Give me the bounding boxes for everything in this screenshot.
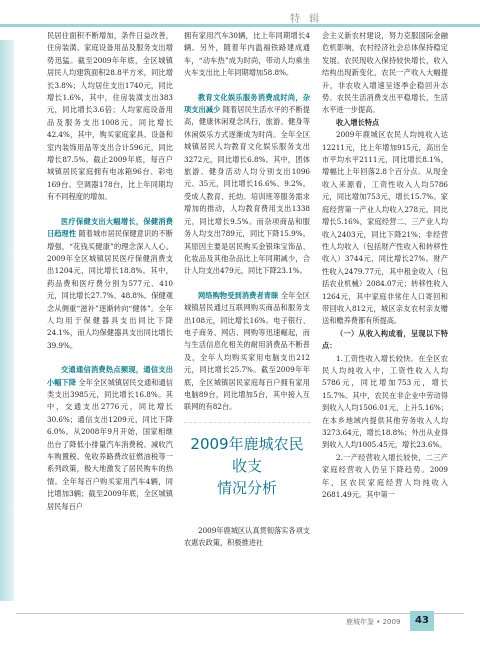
paragraph-body: 全年全区城镇居民通过互联网购买商品和服务支出108元，同比增长16%。电子银行、电子商务、网店、网购等迅速崛起，而与生活信息化相关的耐用消费品不断普及，全年人均购买家用电脑支出212元，同比增长25.7%。截至2009年年底，全区城镇居民家庭每百户拥有家用电脑89台，同比增加5台，其中接入互联网的有82台。 <box>184 290 310 412</box>
paragraph: 民居住面积不断增加，条件日益改善，住房装潢、家庭设备用品及服务支出增势迅猛。截至2009年年底，全区城镇居民人均建筑面积28.8平方米，同比增长3.8%；人均居住支出1740元，同比增长1.6%，其中，住房装潢支出383元，同比增长3.6倍；人均家庭设备用品及服务支出1008元，同比增长42.4%，其中，购买家庭家具、设备和室内装饰用品等支出合计596元，同比增长87.5%。截止2009年底，每百户城镇居民家庭拥有电冰箱96台、彩电169台、空调器178台，比上年同期均有不同程度的增加。 <box>47 31 173 202</box>
paragraph-transport <box>47 364 173 513</box>
topic-heading: 交通通信消费热点频现，通信支出小幅下降 <box>47 365 173 387</box>
paragraph: 拥有家用汽车30辆，比上年同期增长4辆。另外，随着年内温福铁路建成通车，“动车热”成为时尚，带动人均乘坐火车支出比上年同期增加58.8%。 <box>184 31 310 78</box>
subheading: 收入增长特点 <box>336 117 380 127</box>
article-title <box>184 422 310 499</box>
paragraph: 会主义新农村建设，努力克服国际金融危机影响，农村经济社会总体保持稳定发展。农民现收入保持较快增长，收入结构出现新变化，农民一产收入大幅提升，非农收入增速呈逐季企稳回升态势。农民生活消费支出平稳增长，生活水平进一步提高。 <box>322 31 448 115</box>
column-3 <box>322 30 448 501</box>
topic-heading: 医疗保健支出大幅增长，保健消费日趋理性 <box>47 216 173 239</box>
paragraph: 1.工资性收入增长较快。在全区农民人均纯收入中，工资性收入人均5786元，同比增加753元，增长15.7%。其中，农民在非企业中劳动得到收入人均1506.01元，上升5.16%；在本乡地域内提供其他劳务收入人均3273.64元，增长18.8%；外出从业得到收入人均1005.45元，增长23.6%。 <box>322 353 448 450</box>
topic-heading: 网络购物受到消费者青睐 <box>198 290 279 300</box>
footer-rule <box>16 613 464 614</box>
paragraph: 2009年鹿城区认真贯彻落实各项支农惠农政策，积极推进社 <box>184 525 310 548</box>
paragraph-body: 随着居民生活水平的不断提高，健康休闲观念风行，旅游、健身等休闲娱乐方式逐渐成为时尚。全年全区城镇居民人均教育文化娱乐服务支出3272元，同比增长6.8%。其中，团体旅游、健身活动人均分别支出1096元、35元，同比增长16.6%、9.2%。受成人教育、托幼、培训班等服务需求增加的推动，人均教育费用支出1338元，同比增长9.5%。而杂项商品和服务人均支出789元，同比下降15.9%。其原因主要是居民购买金银珠宝饰品、化妆品及其他杂品比上年同期减少，合计人均支出479元，同比下降23.1%。 <box>184 105 310 276</box>
header-rule <box>0 24 480 27</box>
page-footer <box>0 601 480 651</box>
paragraph-online-shopping <box>184 290 310 414</box>
topic-heading: 教育文化娱乐服务消费成时尚，杂项支出减少 <box>184 92 310 115</box>
column-1 <box>47 30 173 513</box>
section-label: 特 辑 <box>290 14 323 25</box>
article-title-line: 2009年鹿城农民收支 <box>190 434 304 475</box>
page-number: 43 <box>410 611 434 631</box>
paragraph: 2.一产经营收入增长较快，二三产家庭经营收入仍呈下降趋势。2009年，区农民家庭经营人均纯收入2681.49元。其中第一 <box>322 452 448 500</box>
paragraph-body: 随着城市居民保健意识的不断增强，“花钱买健康”的理念深入人心。2009年全区城镇居民医疗保健消费支出1204元，同比增长18.8%。其中，药品费和医疗费分别为577元、410元，同比增长27.7%、48.8%。保健观念从侧重“滋补”逐渐转向“健体”。全年人均用于保健器具支出同比下降24.1%，而人均保健器具支出同比增长39.9%。 <box>47 229 173 350</box>
paragraph-education <box>184 92 310 278</box>
article-title-line: 情况分析 <box>216 478 277 497</box>
subheading: （一）从收入构成看，呈现以下特点： <box>322 328 448 351</box>
publication-name: 鹿城年鉴 • 2009 <box>346 618 401 626</box>
paragraph-medical <box>47 216 173 352</box>
column-2 <box>184 30 310 550</box>
paragraph: 2009年鹿城区农民人均纯收入达12211元，比上年增加915元，高出全市平均水平2111元，同比增长8.1%，增幅比上年回落2.8个百分点。从现金收入来源看，工资性收入人均5786元，同比增加753元，增长15.7%。家庭经营第一产业人均收入278元，同比增长5.16%，家庭经营二、三产业人均收入2403元，同比下降21%；非经营性人均收入（包括财产性收入和转移性收入）3744元，同比增长27%。财产性收入2479.77元，其中租金收入（包括农业机械）2084.07元；转移性收入1264元，其中家庭非常住人口寄回和带回收入812元，城区亲友农村亲友赠送和赡养费都有所提高。 <box>322 130 448 326</box>
paragraph-body: 全年全区城镇居民交通和通信类支出3985元，同比增长16.8%。其中，交通支出2776元，同比增长30.6%；通信支出1209元，同比下降6.0%。从2008年9月开始，国家相继出台了降低小排量汽车消费税、减收汽车购置税、免收养路费改征燃油税等一系列政策，极大地激发了居民购车的热情。全年每百户购买家用汽车4辆，同比增加3辆；截至2009年底，全区城镇居民每百户 <box>47 377 173 511</box>
page-edge-strip <box>0 0 14 651</box>
